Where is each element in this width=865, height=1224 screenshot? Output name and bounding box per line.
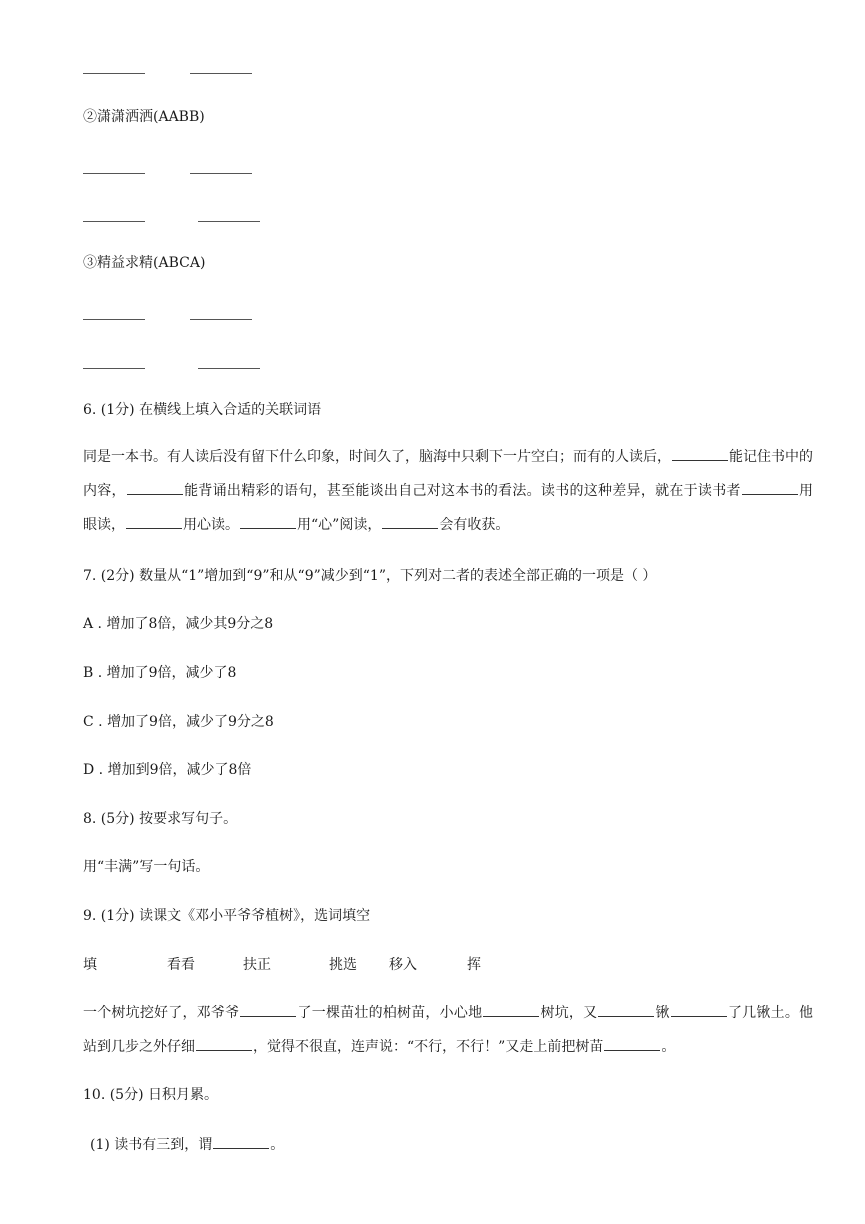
q10-sub1-text: (1) 读书有三到，谓 [90, 1137, 213, 1153]
answer-blank[interactable] [198, 209, 260, 222]
blank-row-2 [83, 160, 297, 180]
blank-row-5 [83, 355, 305, 375]
answer-blank[interactable] [483, 1002, 539, 1017]
answer-blank[interactable] [672, 446, 728, 461]
answer-blank[interactable] [190, 61, 252, 74]
q6-text: 会有收获。 [439, 517, 510, 533]
q6-text: 能背诵出精彩的语句，甚至能谈出自己对这本书的看法。读书的这种差异，就在于读书者 [183, 483, 741, 499]
question-10-sub-1 [90, 1134, 284, 1155]
option-d[interactable]: D . 增加到9倍，减少了8倍 [83, 762, 252, 778]
answer-blank[interactable] [190, 161, 252, 174]
word-bank-item: 扶正 [243, 957, 271, 973]
option-a[interactable]: A . 增加了8倍，减少其9分之8 [83, 616, 274, 632]
answer-blank[interactable] [240, 1002, 296, 1017]
blank-row-1 [83, 60, 297, 80]
idiom-item-3: ③精益求精(ABCA) [83, 255, 206, 271]
answer-blank[interactable] [198, 356, 260, 369]
answer-blank[interactable] [83, 209, 145, 222]
word-bank-item: 填 [83, 957, 97, 973]
word-bank-item: 挑选 [329, 957, 357, 973]
answer-blank[interactable] [742, 480, 798, 495]
q9-text: 一个树坑挖好了，邓爷爷 [83, 1005, 240, 1021]
question-6-header: 6. (1分) 在横线上填入合适的关联词语 [83, 402, 322, 418]
q9-text: 了几锹土。他站到几步之外仔细 [83, 1005, 814, 1055]
q9-text: 锹 [655, 1005, 670, 1021]
option-b[interactable]: B . 增加了9倍，减少了8 [83, 665, 237, 681]
answer-blank[interactable] [196, 1036, 252, 1051]
answer-blank[interactable] [671, 1002, 727, 1017]
word-bank-item: 移入 [389, 957, 417, 973]
answer-blank[interactable] [127, 480, 183, 495]
word-bank-item: 看看 [167, 957, 195, 973]
q6-text: 能记住书中的内容， [83, 449, 813, 499]
answer-blank[interactable] [604, 1036, 660, 1051]
idiom-item-2: ②潇潇洒洒(AABB) [83, 109, 205, 125]
q9-text: 。 [661, 1039, 676, 1055]
blank-row-3 [83, 208, 305, 228]
question-10-header: 10. (5分) 日积月累。 [83, 1087, 218, 1103]
word-bank-item: 挥 [467, 957, 481, 973]
q10-sub1-end: 。 [270, 1137, 285, 1153]
q9-text: 了一棵苗壮的柏树苗，小心地 [297, 1005, 483, 1021]
q6-text: 用心读。 [183, 517, 239, 533]
answer-blank[interactable] [240, 514, 296, 529]
option-c[interactable]: C . 增加了9倍，减少了9分之8 [83, 714, 274, 730]
answer-blank[interactable] [126, 514, 182, 529]
answer-blank[interactable] [83, 356, 145, 369]
question-6-body [83, 440, 813, 542]
answer-blank[interactable] [83, 307, 145, 320]
q9-text: ，觉得不很直，连声说：“不行，不行！”又走上前把树苗 [253, 1039, 604, 1055]
question-8-body: 用“丰满”写一句话。 [83, 859, 210, 875]
answer-blank[interactable] [190, 307, 252, 320]
answer-blank[interactable] [83, 161, 145, 174]
answer-blank[interactable] [213, 1134, 269, 1149]
answer-blank[interactable] [598, 1002, 654, 1017]
blank-row-4 [83, 306, 297, 326]
question-9-body [83, 996, 813, 1064]
question-8-header: 8. (5分) 按要求写句子。 [83, 811, 238, 827]
question-9-header: 9. (1分) 读课文《邓小平爷爷植树》，选词填空 [83, 908, 371, 924]
answer-blank[interactable] [382, 514, 438, 529]
q6-text: 用眼读， [83, 483, 814, 533]
word-bank [83, 955, 481, 975]
answer-blank[interactable] [83, 61, 145, 74]
q6-text: 同是一本书。有人读后没有留下什么印象，时间久了，脑海中只剩下一片空白；而有的人读后， [83, 449, 671, 465]
q6-text: 用“心”阅读， [297, 517, 382, 533]
q9-text: 树坑，又 [540, 1005, 598, 1021]
question-7-header: 7. (2分) 数量从“1”增加到“9”和从“9”减少到“1”，下列对二者的表述全部正确的一项是（ ） [83, 568, 657, 584]
